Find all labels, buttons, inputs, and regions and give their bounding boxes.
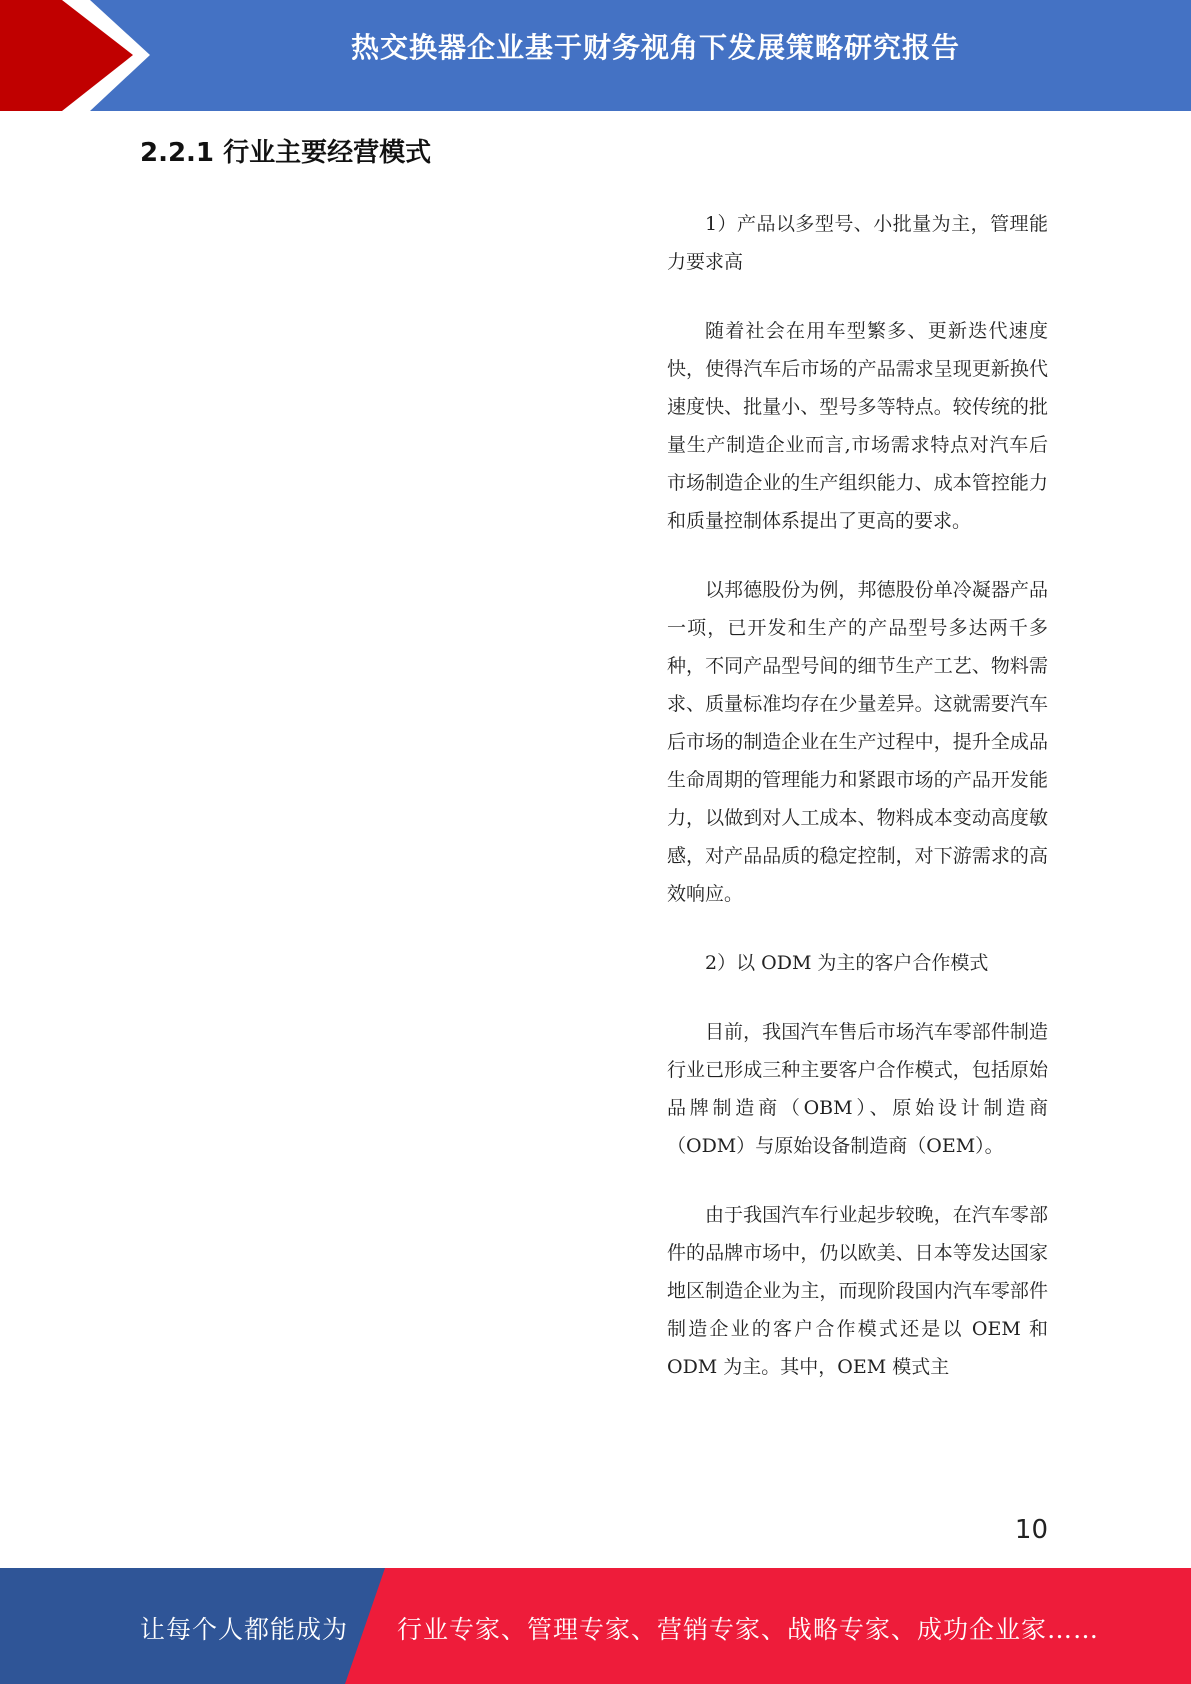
paragraph: 由于我国汽车行业起步较晚，在汽车零部件的品牌市场中，仍以欧美、日本等发达国家地区制造企业为主，而现阶段国内汽车零部件制造企业的客户合作模式还是以 OEM 和 ODM 为主。其中，OEM 模式主 bbox=[667, 1204, 1048, 1378]
paragraph: 目前，我国汽车售后市场汽车零部件制造行业已形成三种主要客户合作模式，包括原始品牌制造商（OBM）、原始设计制造商（ODM）与原始设备制造商（OEM）。 bbox=[667, 1021, 1048, 1157]
section-heading: 2.2.1 行业主要经营模式 bbox=[140, 138, 432, 168]
header-chevron-decoration bbox=[0, 0, 160, 111]
footer-slogan-right: 行业专家、管理专家、营销专家、战略专家、成功企业家…… bbox=[397, 1615, 1100, 1644]
page-header bbox=[0, 0, 1191, 111]
paragraph: 1）产品以多型号、小批量为主，管理能力要求高 bbox=[667, 213, 1048, 273]
page-number: 10 bbox=[1014, 1515, 1048, 1545]
footer-slogan-left: 让每个人都能成为 bbox=[140, 1615, 349, 1644]
paragraph: 随着社会在用车型繁多、更新迭代速度快，使得汽车后市场的产品需求呈现更新换代速度快、批量小、型号多等特点。较传统的批量生产制造企业而言,市场需求特点对汽车后市场制造企业的生产组织能力、成本管控能力和质量控制体系提出了更高的要求。 bbox=[667, 320, 1048, 532]
paragraph: 2）以 ODM 为主的客户合作模式 bbox=[705, 952, 989, 974]
body-column bbox=[667, 205, 1048, 1417]
document-title: 热交换器企业基于财务视角下发展策略研究报告 bbox=[350, 31, 960, 64]
paragraph: 以邦德股份为例，邦德股份单冷凝器产品一项，已开发和生产的产品型号多达两千多种，不同产品型号间的细节生产工艺、物料需求、质量标准均存在少量差异。这就需要汽车后市场的制造企业在生产过程中，提升全成品生命周期的管理能力和紧跟市场的产品开发能力，以做到对人工成本、物料成本变动高度敏感，对产品品质的稳定控制，对下游需求的高效响应。 bbox=[667, 579, 1048, 905]
page-footer bbox=[0, 1568, 1191, 1684]
